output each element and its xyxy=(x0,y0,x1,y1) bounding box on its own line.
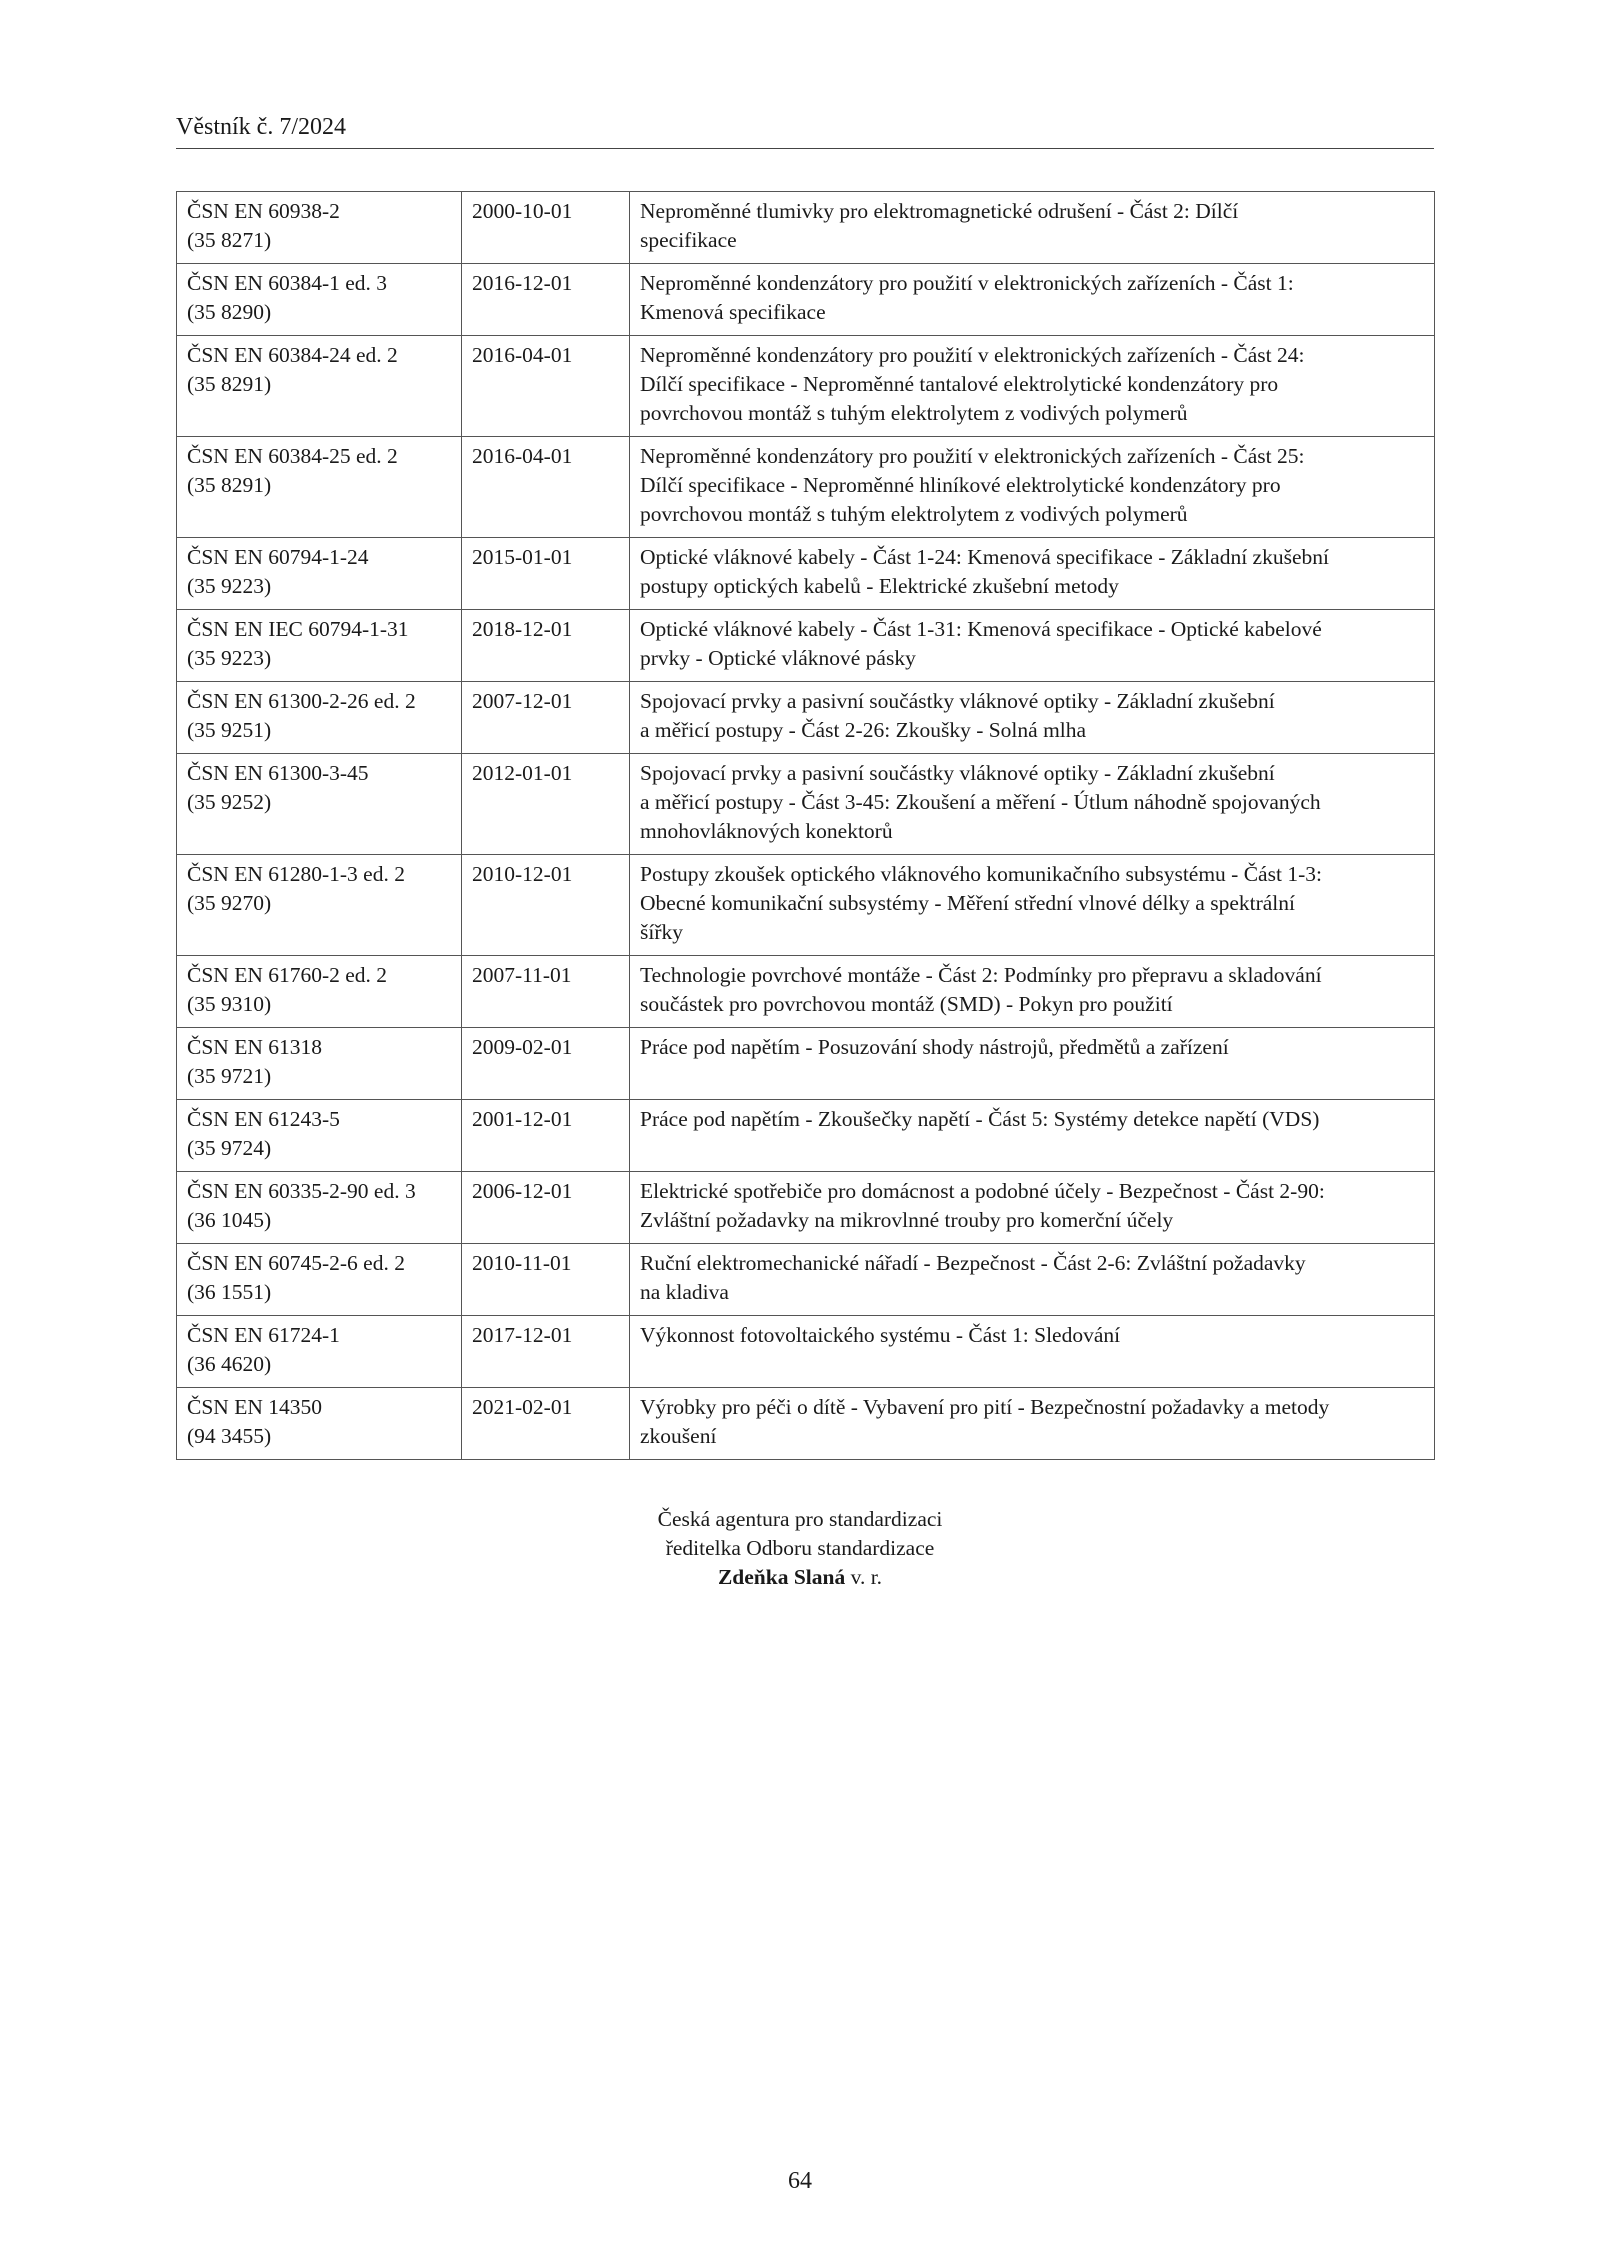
date-cell: 2021-02-01 xyxy=(462,1388,630,1460)
title-line: součástek pro povrchovou montáž (SMD) - Pokyn pro použití xyxy=(640,992,1173,1016)
standard-number: ČSN EN 60745-2-6 ed. 2 xyxy=(187,1251,405,1275)
title-line: Práce pod napětím - Posuzování shody nástrojů, předmětů a zařízení xyxy=(640,1035,1229,1059)
title-cell xyxy=(630,437,1435,538)
standards-table-body xyxy=(177,192,1435,1460)
date-cell: 2010-12-01 xyxy=(462,855,630,956)
date-cell: 2001-12-01 xyxy=(462,1100,630,1172)
standard-cell xyxy=(177,610,462,682)
title-line: Neproměnné tlumivky pro elektromagnetické odrušení - Část 2: Dílčí xyxy=(640,199,1239,223)
standard-cell xyxy=(177,1388,462,1460)
title-cell xyxy=(630,682,1435,754)
standard-cell xyxy=(177,1244,462,1316)
classification-code: (35 9310) xyxy=(187,992,272,1016)
title-line: povrchovou montáž s tuhým elektrolytem z vodivých polymerů xyxy=(640,502,1188,526)
title-line: Spojovací prvky a pasivní součástky vláknové optiky - Základní zkušební xyxy=(640,761,1275,785)
date-cell: 2007-11-01 xyxy=(462,956,630,1028)
standard-number: ČSN EN 60384-1 ed. 3 xyxy=(187,271,388,295)
classification-code: (36 4620) xyxy=(187,1352,272,1376)
table-row xyxy=(177,437,1435,538)
classification-code: (36 1551) xyxy=(187,1280,272,1304)
standard-cell xyxy=(177,1028,462,1100)
title-line: Neproměnné kondenzátory pro použití v elektronických zařízeních - Část 1: xyxy=(640,271,1294,295)
standard-cell xyxy=(177,1100,462,1172)
classification-code: (35 8291) xyxy=(187,473,272,497)
title-cell xyxy=(630,1388,1435,1460)
title-line: Výrobky pro péči o dítě - Vybavení pro pití - Bezpečnostní požadavky a metody xyxy=(640,1395,1330,1419)
table-row xyxy=(177,1388,1435,1460)
standard-number: ČSN EN 61280-1-3 ed. 2 xyxy=(187,862,405,886)
title-line: Zvláštní požadavky na mikrovlnné trouby pro komerční účely xyxy=(640,1208,1174,1232)
title-line: šířky xyxy=(640,920,683,944)
title-line: Optické vláknové kabely - Část 1-24: Kmenová specifikace - Základní zkušební xyxy=(640,545,1329,569)
standard-number: ČSN EN 60794-1-24 xyxy=(187,545,369,569)
standard-number: ČSN EN IEC 60794-1-31 xyxy=(187,617,409,641)
title-line: Neproměnné kondenzátory pro použití v elektronických zařízeních - Část 24: xyxy=(640,343,1305,367)
title-line: Elektrické spotřebiče pro domácnost a podobné účely - Bezpečnost - Část 2-90: xyxy=(640,1179,1325,1203)
classification-code: (35 8290) xyxy=(187,300,272,324)
table-row xyxy=(177,855,1435,956)
standards-table xyxy=(176,191,1435,1460)
table-row xyxy=(177,1172,1435,1244)
title-cell xyxy=(630,956,1435,1028)
title-cell xyxy=(630,1028,1435,1100)
classification-code: (35 9223) xyxy=(187,646,272,670)
signature-block xyxy=(0,1505,1600,1592)
title-cell xyxy=(630,855,1435,956)
title-line: Ruční elektromechanické nářadí - Bezpečnost - Část 2-6: Zvláštní požadavky xyxy=(640,1251,1306,1275)
page-header xyxy=(176,112,1434,149)
title-line: zkoušení xyxy=(640,1424,717,1448)
standard-cell xyxy=(177,1316,462,1388)
standard-number: ČSN EN 61300-2-26 ed. 2 xyxy=(187,689,416,713)
title-line: a měřicí postupy - Část 2-26: Zkoušky - Solná mlha xyxy=(640,718,1087,742)
standard-number: ČSN EN 61760-2 ed. 2 xyxy=(187,963,388,987)
classification-code: (35 9223) xyxy=(187,574,272,598)
date-cell: 2017-12-01 xyxy=(462,1316,630,1388)
title-line: Postupy zkoušek optického vláknového komunikačního subsystému - Část 1-3: xyxy=(640,862,1322,886)
date-cell: 2006-12-01 xyxy=(462,1172,630,1244)
table-row xyxy=(177,610,1435,682)
signature-line xyxy=(0,1563,1600,1592)
standard-number: ČSN EN 60384-24 ed. 2 xyxy=(187,343,398,367)
table-row xyxy=(177,754,1435,855)
table-row xyxy=(177,1244,1435,1316)
title-cell xyxy=(630,610,1435,682)
signature-organization: Česká agentura pro standardizaci xyxy=(657,1507,943,1531)
classification-code: (35 9721) xyxy=(187,1064,272,1088)
page-header-title: Věstník č. 7/2024 xyxy=(176,114,346,140)
standard-number: ČSN EN 14350 xyxy=(187,1395,322,1419)
classification-code: (35 9724) xyxy=(187,1136,272,1160)
standard-number: ČSN EN 60335-2-90 ed. 3 xyxy=(187,1179,416,1203)
standard-cell xyxy=(177,336,462,437)
page-number: 64 xyxy=(788,2168,812,2194)
table-row xyxy=(177,336,1435,437)
standard-number: ČSN EN 60938-2 xyxy=(187,199,340,223)
signature-suffix: v. r. xyxy=(850,1565,883,1589)
standard-number: ČSN EN 61300-3-45 xyxy=(187,761,369,785)
classification-code: (35 9252) xyxy=(187,790,272,814)
title-line: Obecné komunikační subsystémy - Měření střední vlnové délky a spektrální xyxy=(640,891,1295,915)
date-cell: 2016-12-01 xyxy=(462,264,630,336)
standard-cell xyxy=(177,754,462,855)
title-line: povrchovou montáž s tuhým elektrolytem z vodivých polymerů xyxy=(640,401,1188,425)
table-row xyxy=(177,1316,1435,1388)
title-line: Výkonnost fotovoltaického systému - Část 1: Sledování xyxy=(640,1323,1121,1347)
classification-code: (36 1045) xyxy=(187,1208,272,1232)
title-cell xyxy=(630,192,1435,264)
date-cell: 2007-12-01 xyxy=(462,682,630,754)
table-row xyxy=(177,538,1435,610)
title-cell xyxy=(630,1172,1435,1244)
title-line: Práce pod napětím - Zkoušečky napětí - Část 5: Systémy detekce napětí (VDS) xyxy=(640,1107,1320,1131)
standard-cell xyxy=(177,855,462,956)
table-row xyxy=(177,192,1435,264)
title-line: Spojovací prvky a pasivní součástky vláknové optiky - Základní zkušební xyxy=(640,689,1275,713)
standard-cell xyxy=(177,956,462,1028)
title-line: Technologie povrchové montáže - Část 2: Podmínky pro přepravu a skladování xyxy=(640,963,1322,987)
standard-cell xyxy=(177,538,462,610)
standard-cell xyxy=(177,264,462,336)
classification-code: (35 8271) xyxy=(187,228,272,252)
title-line: specifikace xyxy=(640,228,737,252)
standard-number: ČSN EN 61243-5 xyxy=(187,1107,340,1131)
classification-code: (35 8291) xyxy=(187,372,272,396)
standard-cell xyxy=(177,192,462,264)
date-cell: 2015-01-01 xyxy=(462,538,630,610)
title-line: Optické vláknové kabely - Část 1-31: Kmenová specifikace - Optické kabelové xyxy=(640,617,1322,641)
title-line: Neproměnné kondenzátory pro použití v elektronických zařízeních - Část 25: xyxy=(640,444,1305,468)
table-row xyxy=(177,1100,1435,1172)
standard-cell xyxy=(177,682,462,754)
title-cell xyxy=(630,1316,1435,1388)
title-line: Kmenová specifikace xyxy=(640,300,826,324)
table-row xyxy=(177,1028,1435,1100)
signature-name: Zdeňka Slaná xyxy=(717,1565,846,1589)
classification-code: (35 9270) xyxy=(187,891,272,915)
table-row xyxy=(177,956,1435,1028)
date-cell: 2012-01-01 xyxy=(462,754,630,855)
date-cell: 2000-10-01 xyxy=(462,192,630,264)
title-cell xyxy=(630,754,1435,855)
title-cell xyxy=(630,538,1435,610)
date-cell: 2018-12-01 xyxy=(462,610,630,682)
table-row xyxy=(177,682,1435,754)
title-cell xyxy=(630,336,1435,437)
title-line: Dílčí specifikace - Neproměnné tantalové elektrolytické kondenzátory pro xyxy=(640,372,1279,396)
standard-number: ČSN EN 61724-1 xyxy=(187,1323,340,1347)
date-cell: 2016-04-01 xyxy=(462,336,630,437)
title-cell xyxy=(630,1244,1435,1316)
signature-position: ředitelka Odboru standardizace xyxy=(665,1536,935,1560)
classification-code: (35 9251) xyxy=(187,718,272,742)
standard-cell xyxy=(177,1172,462,1244)
title-line: Dílčí specifikace - Neproměnné hliníkové elektrolytické kondenzátory pro xyxy=(640,473,1281,497)
title-line: mnohovláknových konektorů xyxy=(640,819,893,843)
date-cell: 2010-11-01 xyxy=(462,1244,630,1316)
date-cell: 2016-04-01 xyxy=(462,437,630,538)
standard-number: ČSN EN 61318 xyxy=(187,1035,322,1059)
table-row xyxy=(177,264,1435,336)
classification-code: (94 3455) xyxy=(187,1424,272,1448)
title-cell xyxy=(630,264,1435,336)
date-cell: 2009-02-01 xyxy=(462,1028,630,1100)
standard-number: ČSN EN 60384-25 ed. 2 xyxy=(187,444,398,468)
standard-cell xyxy=(177,437,462,538)
title-cell xyxy=(630,1100,1435,1172)
title-line: postupy optických kabelů - Elektrické zkušební metody xyxy=(640,574,1119,598)
title-line: a měřicí postupy - Část 3-45: Zkoušení a měření - Útlum náhodně spojovaných xyxy=(640,790,1321,814)
title-line: na kladiva xyxy=(640,1280,729,1304)
title-line: prvky - Optické vláknové pásky xyxy=(640,646,916,670)
